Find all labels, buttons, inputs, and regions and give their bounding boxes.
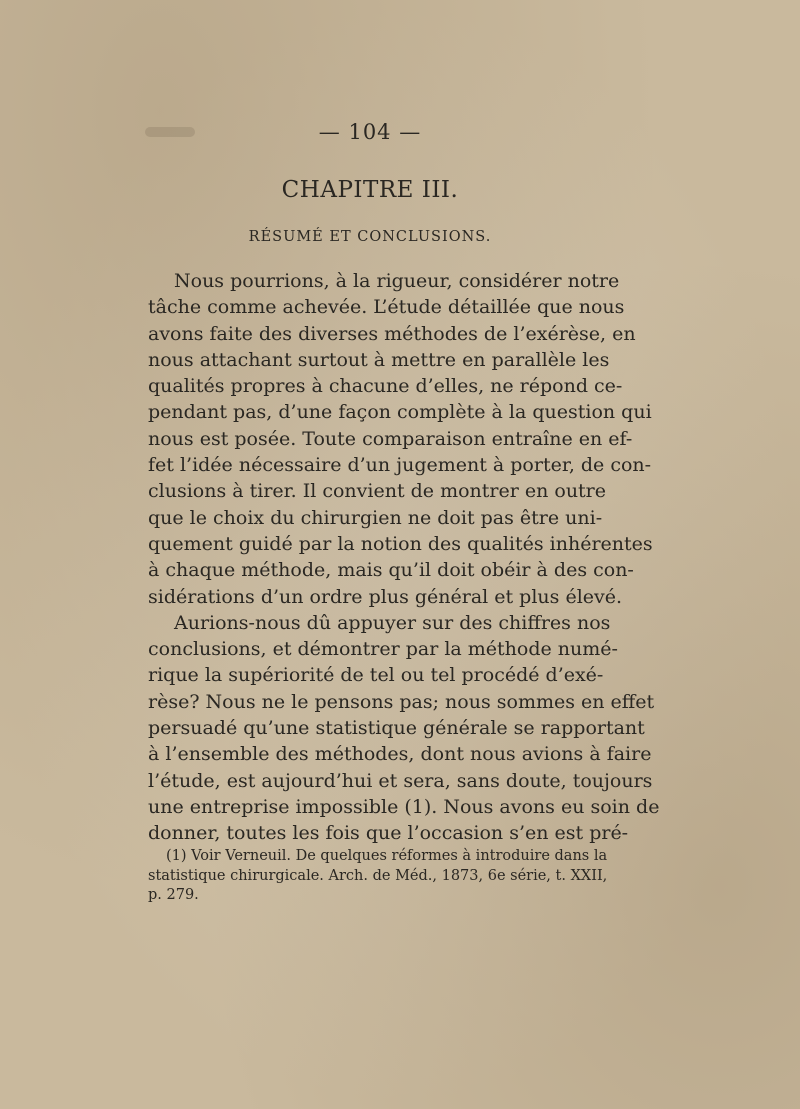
text-line: clusions à tirer. Il convient de montrer en outre <box>148 480 607 503</box>
text-line: à l’ensemble des méthodes, dont nous avions à faire <box>148 743 652 766</box>
text-line: fet l’idée nécessaire d’un jugement à porter, de con- <box>148 454 652 477</box>
text-line: sidérations d’un ordre plus général et plus élevé. <box>148 585 623 608</box>
text-line: tâche comme achevée. L’étude détaillée que nous <box>148 296 625 319</box>
text-line: rique la supériorité de tel ou tel procédé d’exé- <box>148 664 604 687</box>
text-line: quement guidé par la notion des qualités inhérentes <box>148 532 653 555</box>
footnote-line: statistique chirurgicale. Arch. de Méd., 1873, 6e série, t. XXII, <box>148 867 608 884</box>
text-line: donner, toutes les fois que l’occasion s’en est pré- <box>148 822 629 845</box>
chapter-subtitle: RÉSUMÉ ET CONCLUSIONS. <box>248 229 492 245</box>
text-line: rèse? Nous ne le pensons pas; nous sommes en effet <box>148 690 655 713</box>
text-line: qualités propres à chacune d’elles, ne répond ce- <box>148 375 623 398</box>
footnote-line: (1) Voir Verneuil. De quelques réformes à introduire dans la <box>166 848 608 864</box>
footnote <box>148 847 608 906</box>
text-line: nous est posée. Toute comparaison entraîne en ef- <box>148 427 633 450</box>
text-line: pendant pas, d’une façon complète à la question qui <box>148 401 652 424</box>
footnote-line: p. 279. <box>148 887 199 903</box>
text-line: nous attachant surtout à mettre en parallèle les <box>148 348 610 371</box>
text-line: avons faite des diverses méthodes de l’exérèse, en <box>148 322 636 345</box>
text-line: persuadé qu’une statistique générale se rapportant <box>148 717 645 740</box>
text-line: Nous pourrions, à la rigueur, considérer notre <box>174 270 620 292</box>
text-line: à chaque méthode, mais qu’il doit obéir à des con- <box>148 559 634 582</box>
text-line: que le choix du chirurgien ne doit pas être uni- <box>148 506 603 529</box>
page-number: — 104 — <box>318 120 422 144</box>
chapter-heading: CHAPITRE III. <box>281 177 459 203</box>
body-text <box>148 268 660 847</box>
text-line: Aurions-nous dû appuyer sur des chiffres nos <box>174 611 611 634</box>
text-line: l’étude, est aujourd’hui et sera, sans doute, toujours <box>148 769 653 792</box>
text-line: conclusions, et démontrer par la méthode numé- <box>148 638 618 661</box>
text-line: une entreprise impossible (1). Nous avons eu soin de <box>148 795 660 818</box>
